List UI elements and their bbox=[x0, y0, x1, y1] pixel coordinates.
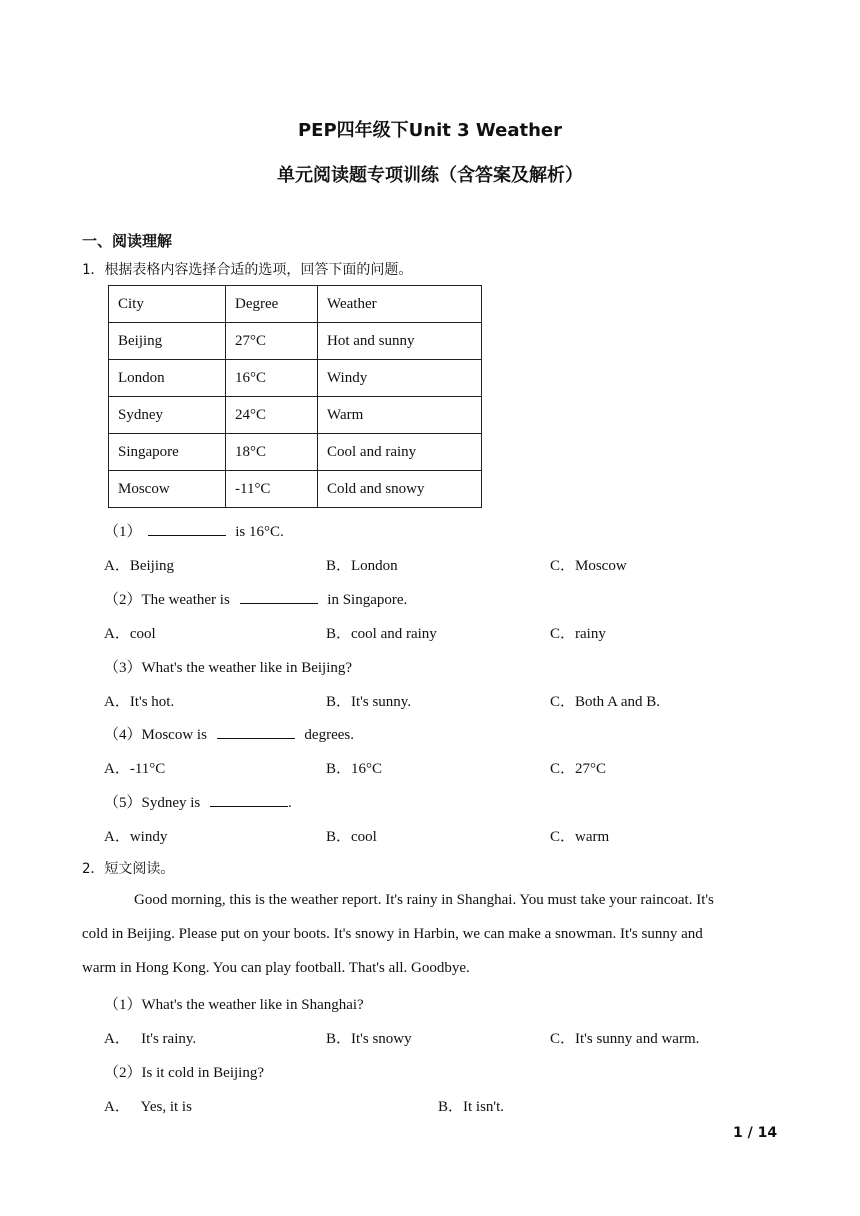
table-cell: Hot and sunny bbox=[318, 323, 482, 360]
subquestion-text: . bbox=[288, 795, 292, 811]
table-cell: -11°C bbox=[226, 471, 318, 508]
weather-table bbox=[108, 285, 482, 508]
option-b: B．cool and rainy bbox=[326, 626, 437, 642]
table-cell: Warm bbox=[318, 397, 482, 434]
table-cell: Singapore bbox=[109, 434, 226, 471]
answer-blank bbox=[240, 589, 318, 604]
option-b: B．It's snowy bbox=[326, 1031, 412, 1047]
option-c: C．Both A and B. bbox=[550, 694, 661, 710]
table-row bbox=[109, 360, 482, 397]
table-row bbox=[109, 434, 482, 471]
subquestion-4 bbox=[104, 723, 354, 744]
subquestion-text: （4）Moscow is bbox=[104, 727, 211, 743]
subquestion-text: is 16°C. bbox=[231, 524, 284, 540]
option-c: C．27°C bbox=[550, 761, 607, 777]
option-c: C．Moscow bbox=[550, 558, 627, 574]
subquestion-1 bbox=[104, 520, 284, 541]
table-cell: Beijing bbox=[109, 323, 226, 360]
table-row bbox=[109, 397, 482, 434]
table-header-row bbox=[109, 286, 482, 323]
question-instruction: 根据表格内容选择合适的选项，回答下面的问题。 bbox=[104, 262, 413, 278]
question-2-header bbox=[82, 858, 174, 878]
option-b: B．London bbox=[326, 558, 398, 574]
table-cell: London bbox=[109, 360, 226, 397]
answer-blank bbox=[210, 792, 288, 807]
q2-subquestion-2: （2）Is it cold in Beijing? bbox=[104, 1065, 264, 1081]
option-a: A．windy bbox=[104, 829, 168, 845]
q2-subquestion-1: （1）What's the weather like in Shanghai? bbox=[104, 997, 364, 1013]
option-c: C．It's sunny and warm. bbox=[550, 1031, 700, 1047]
subquestion-text: in Singapore. bbox=[323, 592, 408, 608]
question-instruction: 短文阅读。 bbox=[104, 861, 175, 877]
subquestion-text: degrees. bbox=[300, 727, 354, 743]
subquestion-2 bbox=[104, 588, 407, 609]
subquestion-text: （3）What's the weather like in Beijing? bbox=[104, 660, 353, 676]
option-b: B．16°C bbox=[326, 761, 383, 777]
table-cell: 24°C bbox=[226, 397, 318, 434]
page-number: 1 / 14 bbox=[733, 1125, 778, 1141]
doc-title-line1: PEP四年级下Unit 3 Weather bbox=[297, 120, 562, 141]
passage-line: cold in Beijing. Please put on your boots. It's snowy in Harbin, we can make a snowman. It's sunny and bbox=[82, 926, 703, 942]
answer-blank bbox=[217, 724, 295, 739]
option-a: A． Yes, it is bbox=[104, 1099, 192, 1115]
header-cell: City bbox=[109, 286, 226, 323]
table-cell: Windy bbox=[318, 360, 482, 397]
table-cell: Cool and rainy bbox=[318, 434, 482, 471]
option-b: B．cool bbox=[326, 829, 377, 845]
table-row bbox=[109, 323, 482, 360]
table-cell: 27°C bbox=[226, 323, 318, 360]
question-number: 2． bbox=[82, 861, 105, 877]
passage-line: warm in Hong Kong. You can play football. That's all. Goodbye. bbox=[82, 960, 470, 976]
question-1-header bbox=[82, 259, 412, 279]
subquestion-text: （2）The weather is bbox=[104, 592, 234, 608]
option-b: B．It isn't. bbox=[438, 1099, 505, 1115]
passage-line: Good morning, this is the weather report. It's rainy in Shanghai. You must take your raincoat. It's bbox=[134, 892, 714, 908]
table-cell: 18°C bbox=[226, 434, 318, 471]
doc-title-line2: 单元阅读题专项训练（含答案及解析） bbox=[277, 165, 583, 186]
table-cell: 16°C bbox=[226, 360, 318, 397]
table-cell: Moscow bbox=[109, 471, 226, 508]
header-cell: Weather bbox=[318, 286, 482, 323]
table-cell: Sydney bbox=[109, 397, 226, 434]
table-row bbox=[109, 471, 482, 508]
answer-blank bbox=[148, 521, 226, 536]
question-number: 1． bbox=[82, 262, 105, 278]
header-cell: Degree bbox=[226, 286, 318, 323]
option-b: B．It's sunny. bbox=[326, 694, 412, 710]
option-c: C．warm bbox=[550, 829, 610, 845]
table-cell: Cold and snowy bbox=[318, 471, 482, 508]
option-a: A．-11°C bbox=[104, 761, 166, 777]
subquestion-text: （5）Sydney is bbox=[104, 795, 205, 811]
subquestion-5 bbox=[104, 791, 292, 812]
section-heading: 一、阅读理解 bbox=[82, 232, 173, 250]
option-a: A．cool bbox=[104, 626, 156, 642]
option-a: A． It's rainy. bbox=[104, 1031, 197, 1047]
subquestion-text: （1） bbox=[104, 524, 142, 540]
reading-passage bbox=[82, 883, 772, 985]
subquestion-3 bbox=[104, 656, 352, 677]
option-a: A．Beijing bbox=[104, 558, 174, 574]
option-c: C．rainy bbox=[550, 626, 606, 642]
option-a: A．It's hot. bbox=[104, 694, 175, 710]
